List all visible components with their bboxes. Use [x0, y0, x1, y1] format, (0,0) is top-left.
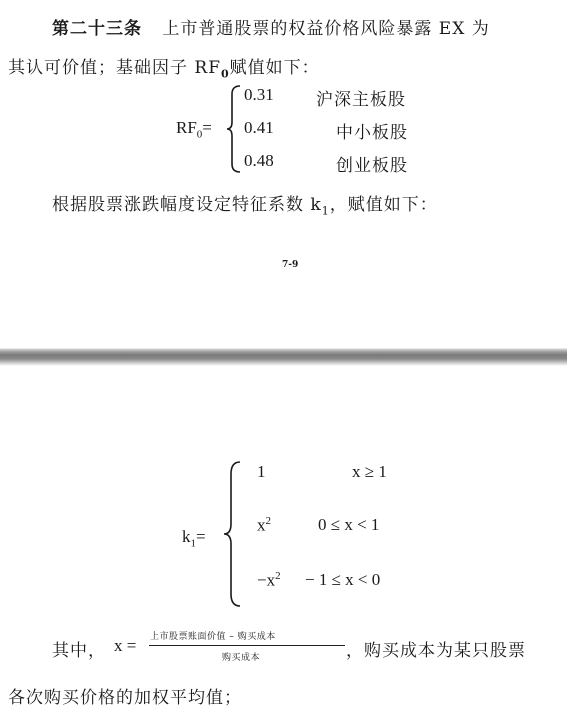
article-heading-line [52, 14, 490, 39]
last-line: 各次购买价格的加权平均值； [8, 688, 242, 708]
fraction-numerator: 上市股票账面价值 – 购买成本 [150, 632, 276, 642]
k-case-1-condition: x ≥ 1 [352, 462, 387, 481]
rf-case-2-value: 0.41 [244, 118, 274, 137]
rf-brace [226, 84, 242, 174]
rf-case-2-board: 中小板股 [336, 123, 408, 143]
rf-label: $RF_0=$ [176, 118, 212, 141]
k-case-3-condition: − 1 ≤ x < 0 [305, 570, 381, 589]
fraction-bar [149, 645, 345, 646]
page-number: 7-9 [282, 260, 299, 270]
rf-case-3-board: 创业板股 [336, 156, 408, 176]
k-case-1-value: 1 [257, 462, 266, 481]
k-case-2-condition: 0 ≤ x < 1 [318, 515, 380, 534]
intro-line-1: 上市普通股票的权益价格风险暴露 EX 为 [162, 19, 490, 39]
k-label: $k_1=$ [182, 527, 206, 550]
rf-case-1-board: 沪深主板股 [316, 90, 406, 110]
article-title: 第二十三条 [52, 19, 142, 39]
k-case-2-value: $x^2$ [257, 515, 271, 535]
fraction-denominator: 购买成本 [222, 653, 261, 663]
k-brace [222, 460, 242, 608]
rf-case-1-value: 0.31 [244, 85, 274, 104]
x-equals: x = [114, 636, 137, 655]
where-prefix: 其中， [52, 641, 106, 661]
page-divider [0, 340, 567, 366]
rf-case-3-value: 0.48 [244, 151, 274, 170]
intro-line-2: 其认可价值；基础因子 $RF_0$赋值如下： [8, 58, 320, 81]
k-case-3-value: $-x^2$ [257, 570, 281, 590]
k-intro-line: 根据股票涨跌幅度设定特征系数 $k_1$，赋值如下： [52, 195, 438, 218]
where-suffix: ，购买成本为某只股票 [346, 641, 526, 661]
